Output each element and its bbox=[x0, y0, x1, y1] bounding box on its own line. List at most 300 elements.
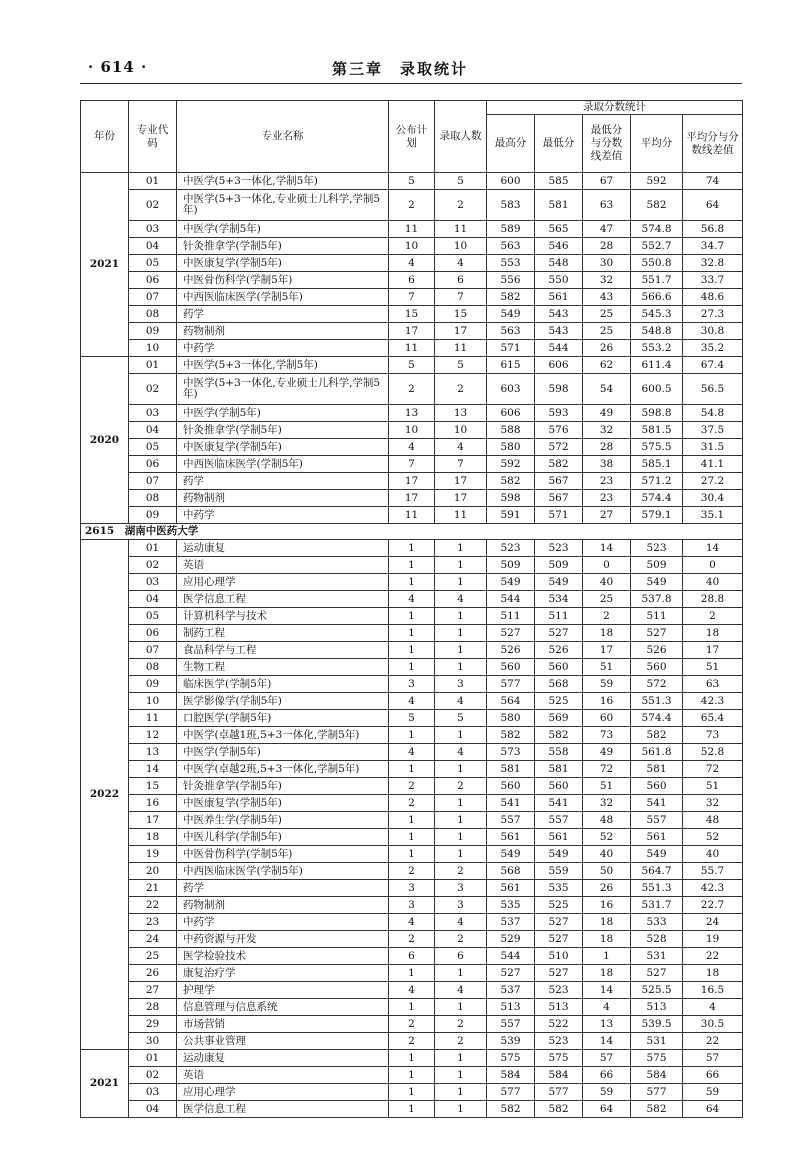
diff-avg-cell: 31.5 bbox=[683, 439, 743, 456]
table-row bbox=[81, 982, 743, 999]
admitted-cell: 1 bbox=[435, 1084, 487, 1101]
avg-cell: 550.8 bbox=[631, 255, 683, 272]
name-cell: 医学信息工程 bbox=[177, 591, 389, 608]
table-row bbox=[81, 1033, 743, 1050]
plan-cell: 11 bbox=[389, 507, 435, 524]
min-cell: 541 bbox=[535, 795, 583, 812]
name-cell: 中医学(学制5年) bbox=[177, 744, 389, 761]
table-row bbox=[81, 897, 743, 914]
diff-min-cell: 17 bbox=[583, 642, 631, 659]
diff-avg-cell: 2 bbox=[683, 608, 743, 625]
min-cell: 525 bbox=[535, 897, 583, 914]
plan-cell: 17 bbox=[389, 473, 435, 490]
plan-cell: 13 bbox=[389, 405, 435, 422]
table-row bbox=[81, 190, 743, 221]
header-rule bbox=[80, 83, 742, 84]
name-cell: 药学 bbox=[177, 306, 389, 323]
admitted-cell: 1 bbox=[435, 625, 487, 642]
avg-cell: 560 bbox=[631, 778, 683, 795]
table-row bbox=[81, 456, 743, 473]
plan-cell: 4 bbox=[389, 439, 435, 456]
code-cell: 07 bbox=[129, 473, 177, 490]
max-cell: 560 bbox=[487, 778, 535, 795]
admitted-cell: 15 bbox=[435, 306, 487, 323]
diff-avg-cell: 52 bbox=[683, 829, 743, 846]
diff-min-cell: 14 bbox=[583, 1033, 631, 1050]
diff-avg-cell: 27.2 bbox=[683, 473, 743, 490]
code-cell: 04 bbox=[129, 1101, 177, 1118]
avg-cell: 560 bbox=[631, 659, 683, 676]
max-cell: 561 bbox=[487, 880, 535, 897]
code-cell: 28 bbox=[129, 999, 177, 1016]
diff-avg-cell: 30.5 bbox=[683, 1016, 743, 1033]
min-cell: 575 bbox=[535, 1050, 583, 1067]
code-cell: 13 bbox=[129, 744, 177, 761]
diff-avg-cell: 42.3 bbox=[683, 693, 743, 710]
code-cell: 04 bbox=[129, 422, 177, 439]
max-cell: 583 bbox=[487, 190, 535, 221]
max-cell: 557 bbox=[487, 812, 535, 829]
avg-cell: 539.5 bbox=[631, 1016, 683, 1033]
diff-min-cell: 23 bbox=[583, 473, 631, 490]
min-cell: 568 bbox=[535, 676, 583, 693]
name-cell: 中医养生学(学制5年) bbox=[177, 812, 389, 829]
diff-avg-cell: 40 bbox=[683, 846, 743, 863]
max-cell: 568 bbox=[487, 863, 535, 880]
admitted-cell: 4 bbox=[435, 255, 487, 272]
max-cell: 527 bbox=[487, 965, 535, 982]
code-cell: 29 bbox=[129, 1016, 177, 1033]
min-cell: 585 bbox=[535, 173, 583, 190]
table-row bbox=[81, 744, 743, 761]
admitted-cell: 1 bbox=[435, 829, 487, 846]
table-body bbox=[81, 173, 743, 1118]
header-diff-min: 最低分与分数线差值 bbox=[583, 115, 631, 173]
admitted-cell: 2 bbox=[435, 1033, 487, 1050]
avg-cell: 511 bbox=[631, 608, 683, 625]
plan-cell: 2 bbox=[389, 190, 435, 221]
admitted-cell: 4 bbox=[435, 591, 487, 608]
table-row bbox=[81, 574, 743, 591]
diff-min-cell: 26 bbox=[583, 340, 631, 357]
name-cell: 公共事业管理 bbox=[177, 1033, 389, 1050]
diff-avg-cell: 27.3 bbox=[683, 306, 743, 323]
avg-cell: 549 bbox=[631, 846, 683, 863]
admitted-cell: 11 bbox=[435, 340, 487, 357]
max-cell: 544 bbox=[487, 591, 535, 608]
diff-min-cell: 51 bbox=[583, 659, 631, 676]
diff-min-cell: 57 bbox=[583, 1050, 631, 1067]
table-row bbox=[81, 676, 743, 693]
admitted-cell: 10 bbox=[435, 422, 487, 439]
avg-cell: 592 bbox=[631, 173, 683, 190]
code-cell: 05 bbox=[129, 608, 177, 625]
table-row bbox=[81, 659, 743, 676]
table-row bbox=[81, 357, 743, 374]
table-row bbox=[81, 272, 743, 289]
plan-cell: 6 bbox=[389, 948, 435, 965]
max-cell: 549 bbox=[487, 846, 535, 863]
avg-cell: 551.3 bbox=[631, 880, 683, 897]
name-cell: 中医学(学制5年) bbox=[177, 405, 389, 422]
avg-cell: 537.8 bbox=[631, 591, 683, 608]
max-cell: 523 bbox=[487, 540, 535, 557]
min-cell: 548 bbox=[535, 255, 583, 272]
avg-cell: 584 bbox=[631, 1067, 683, 1084]
min-cell: 567 bbox=[535, 490, 583, 507]
avg-cell: 574.4 bbox=[631, 490, 683, 507]
name-cell: 市场营销 bbox=[177, 1016, 389, 1033]
name-cell: 中西医临床医学(学制5年) bbox=[177, 863, 389, 880]
diff-avg-cell: 48 bbox=[683, 812, 743, 829]
admitted-cell: 4 bbox=[435, 744, 487, 761]
max-cell: 509 bbox=[487, 557, 535, 574]
min-cell: 559 bbox=[535, 863, 583, 880]
min-cell: 571 bbox=[535, 507, 583, 524]
table-row bbox=[81, 507, 743, 524]
diff-avg-cell: 54.8 bbox=[683, 405, 743, 422]
diff-min-cell: 49 bbox=[583, 405, 631, 422]
diff-avg-cell: 55.7 bbox=[683, 863, 743, 880]
max-cell: 557 bbox=[487, 1016, 535, 1033]
name-cell: 药学 bbox=[177, 880, 389, 897]
avg-cell: 545.3 bbox=[631, 306, 683, 323]
avg-cell: 549 bbox=[631, 574, 683, 591]
diff-avg-cell: 42.3 bbox=[683, 880, 743, 897]
diff-avg-cell: 19 bbox=[683, 931, 743, 948]
min-cell: 522 bbox=[535, 1016, 583, 1033]
avg-cell: 525.5 bbox=[631, 982, 683, 999]
admitted-cell: 2 bbox=[435, 863, 487, 880]
table-row bbox=[81, 323, 743, 340]
diff-min-cell: 32 bbox=[583, 795, 631, 812]
code-cell: 02 bbox=[129, 1067, 177, 1084]
plan-cell: 10 bbox=[389, 422, 435, 439]
name-cell: 英语 bbox=[177, 1067, 389, 1084]
chapter-title: 第三章 录取统计 bbox=[331, 60, 468, 78]
name-cell: 医学信息工程 bbox=[177, 1101, 389, 1118]
table-row bbox=[81, 439, 743, 456]
code-cell: 06 bbox=[129, 456, 177, 473]
table-row bbox=[81, 642, 743, 659]
diff-avg-cell: 64 bbox=[683, 190, 743, 221]
avg-cell: 600.5 bbox=[631, 374, 683, 405]
diff-min-cell: 18 bbox=[583, 914, 631, 931]
code-cell: 04 bbox=[129, 591, 177, 608]
name-cell: 英语 bbox=[177, 557, 389, 574]
name-cell: 中医学(5+3一体化,学制5年) bbox=[177, 357, 389, 374]
name-cell: 口腔医学(学制5年) bbox=[177, 710, 389, 727]
plan-cell: 1 bbox=[389, 1084, 435, 1101]
diff-min-cell: 66 bbox=[583, 1067, 631, 1084]
avg-cell: 582 bbox=[631, 190, 683, 221]
max-cell: 598 bbox=[487, 490, 535, 507]
header-diff-avg: 平均分与分数线差值 bbox=[683, 115, 743, 173]
code-cell: 26 bbox=[129, 965, 177, 982]
diff-min-cell: 4 bbox=[583, 999, 631, 1016]
diff-min-cell: 28 bbox=[583, 238, 631, 255]
avg-cell: 551.3 bbox=[631, 693, 683, 710]
diff-avg-cell: 67.4 bbox=[683, 357, 743, 374]
admitted-cell: 2 bbox=[435, 778, 487, 795]
diff-avg-cell: 41.1 bbox=[683, 456, 743, 473]
avg-cell: 548.8 bbox=[631, 323, 683, 340]
code-cell: 06 bbox=[129, 625, 177, 642]
plan-cell: 11 bbox=[389, 221, 435, 238]
avg-cell: 574.8 bbox=[631, 221, 683, 238]
avg-cell: 531 bbox=[631, 1033, 683, 1050]
avg-cell: 528 bbox=[631, 931, 683, 948]
admitted-cell: 4 bbox=[435, 914, 487, 931]
section-row bbox=[81, 524, 743, 540]
max-cell: 553 bbox=[487, 255, 535, 272]
table-row bbox=[81, 255, 743, 272]
admitted-cell: 6 bbox=[435, 948, 487, 965]
admitted-cell: 6 bbox=[435, 272, 487, 289]
table-row bbox=[81, 880, 743, 897]
max-cell: 527 bbox=[487, 625, 535, 642]
plan-cell: 5 bbox=[389, 357, 435, 374]
plan-cell: 1 bbox=[389, 846, 435, 863]
min-cell: 527 bbox=[535, 625, 583, 642]
plan-cell: 1 bbox=[389, 812, 435, 829]
code-cell: 07 bbox=[129, 289, 177, 306]
plan-cell: 1 bbox=[389, 727, 435, 744]
avg-cell: 581 bbox=[631, 761, 683, 778]
diff-avg-cell: 40 bbox=[683, 574, 743, 591]
plan-cell: 1 bbox=[389, 965, 435, 982]
max-cell: 584 bbox=[487, 1067, 535, 1084]
code-cell: 08 bbox=[129, 490, 177, 507]
min-cell: 576 bbox=[535, 422, 583, 439]
year-cell: 2022 bbox=[81, 540, 129, 1050]
name-cell: 中医学(5+3一体化,专业硕士儿科学,学制5年) bbox=[177, 190, 389, 221]
name-cell: 应用心理学 bbox=[177, 1084, 389, 1101]
plan-cell: 1 bbox=[389, 574, 435, 591]
name-cell: 中药学 bbox=[177, 340, 389, 357]
admitted-cell: 2 bbox=[435, 190, 487, 221]
min-cell: 546 bbox=[535, 238, 583, 255]
max-cell: 588 bbox=[487, 422, 535, 439]
name-cell: 生物工程 bbox=[177, 659, 389, 676]
header-max: 最高分 bbox=[487, 115, 535, 173]
header-admitted: 录取人数 bbox=[435, 101, 487, 173]
plan-cell: 15 bbox=[389, 306, 435, 323]
diff-avg-cell: 30.4 bbox=[683, 490, 743, 507]
max-cell: 573 bbox=[487, 744, 535, 761]
code-cell: 24 bbox=[129, 931, 177, 948]
table-row bbox=[81, 1067, 743, 1084]
admitted-cell: 1 bbox=[435, 1050, 487, 1067]
min-cell: 561 bbox=[535, 289, 583, 306]
table-row bbox=[81, 710, 743, 727]
table-row bbox=[81, 727, 743, 744]
table-row bbox=[81, 761, 743, 778]
diff-avg-cell: 48.6 bbox=[683, 289, 743, 306]
diff-min-cell: 43 bbox=[583, 289, 631, 306]
admitted-cell: 5 bbox=[435, 710, 487, 727]
code-cell: 15 bbox=[129, 778, 177, 795]
diff-min-cell: 25 bbox=[583, 306, 631, 323]
avg-cell: 564.7 bbox=[631, 863, 683, 880]
min-cell: 593 bbox=[535, 405, 583, 422]
max-cell: 513 bbox=[487, 999, 535, 1016]
table-row bbox=[81, 490, 743, 507]
page-number: · 614 · bbox=[88, 58, 148, 76]
table-row bbox=[81, 1016, 743, 1033]
code-cell: 23 bbox=[129, 914, 177, 931]
code-cell: 12 bbox=[129, 727, 177, 744]
table-row bbox=[81, 863, 743, 880]
code-cell: 11 bbox=[129, 710, 177, 727]
max-cell: 592 bbox=[487, 456, 535, 473]
min-cell: 582 bbox=[535, 727, 583, 744]
diff-min-cell: 63 bbox=[583, 190, 631, 221]
avg-cell: 598.8 bbox=[631, 405, 683, 422]
min-cell: 543 bbox=[535, 323, 583, 340]
diff-avg-cell: 18 bbox=[683, 965, 743, 982]
name-cell: 康复治疗学 bbox=[177, 965, 389, 982]
min-cell: 577 bbox=[535, 1084, 583, 1101]
table-row bbox=[81, 473, 743, 490]
plan-cell: 7 bbox=[389, 289, 435, 306]
min-cell: 523 bbox=[535, 1033, 583, 1050]
admitted-cell: 2 bbox=[435, 1016, 487, 1033]
max-cell: 589 bbox=[487, 221, 535, 238]
max-cell: 582 bbox=[487, 473, 535, 490]
code-cell: 01 bbox=[129, 1050, 177, 1067]
code-cell: 25 bbox=[129, 948, 177, 965]
name-cell: 中医骨伤科学(学制5年) bbox=[177, 272, 389, 289]
table-row bbox=[81, 965, 743, 982]
code-cell: 09 bbox=[129, 323, 177, 340]
avg-cell: 561.8 bbox=[631, 744, 683, 761]
min-cell: 557 bbox=[535, 812, 583, 829]
min-cell: 527 bbox=[535, 965, 583, 982]
diff-avg-cell: 4 bbox=[683, 999, 743, 1016]
table-row bbox=[81, 1101, 743, 1118]
code-cell: 02 bbox=[129, 190, 177, 221]
plan-cell: 3 bbox=[389, 897, 435, 914]
name-cell: 中医学(5+3一体化,专业硕士儿科学,学制5年) bbox=[177, 374, 389, 405]
plan-cell: 2 bbox=[389, 1033, 435, 1050]
avg-cell: 571.2 bbox=[631, 473, 683, 490]
code-cell: 19 bbox=[129, 846, 177, 863]
table-row bbox=[81, 846, 743, 863]
avg-cell: 553.2 bbox=[631, 340, 683, 357]
diff-avg-cell: 66 bbox=[683, 1067, 743, 1084]
admitted-cell: 4 bbox=[435, 439, 487, 456]
max-cell: 537 bbox=[487, 914, 535, 931]
table-row bbox=[81, 608, 743, 625]
diff-min-cell: 28 bbox=[583, 439, 631, 456]
admitted-cell: 11 bbox=[435, 221, 487, 238]
name-cell: 药学 bbox=[177, 473, 389, 490]
max-cell: 580 bbox=[487, 710, 535, 727]
diff-min-cell: 54 bbox=[583, 374, 631, 405]
name-cell: 中医康复学(学制5年) bbox=[177, 439, 389, 456]
min-cell: 598 bbox=[535, 374, 583, 405]
plan-cell: 1 bbox=[389, 999, 435, 1016]
max-cell: 537 bbox=[487, 982, 535, 999]
name-cell: 中医儿科学(学制5年) bbox=[177, 829, 389, 846]
plan-cell: 1 bbox=[389, 1101, 435, 1118]
code-cell: 01 bbox=[129, 173, 177, 190]
min-cell: 549 bbox=[535, 574, 583, 591]
admission-stats-table bbox=[80, 100, 743, 1118]
diff-min-cell: 14 bbox=[583, 540, 631, 557]
max-cell: 539 bbox=[487, 1033, 535, 1050]
admitted-cell: 3 bbox=[435, 880, 487, 897]
avg-cell: 551.7 bbox=[631, 272, 683, 289]
table-row bbox=[81, 693, 743, 710]
admitted-cell: 3 bbox=[435, 676, 487, 693]
diff-min-cell: 2 bbox=[583, 608, 631, 625]
max-cell: 591 bbox=[487, 507, 535, 524]
year-cell: 2021 bbox=[81, 173, 129, 357]
table-row bbox=[81, 306, 743, 323]
min-cell: 527 bbox=[535, 931, 583, 948]
plan-cell: 5 bbox=[389, 173, 435, 190]
name-cell: 计算机科学与技术 bbox=[177, 608, 389, 625]
plan-cell: 3 bbox=[389, 676, 435, 693]
min-cell: 534 bbox=[535, 591, 583, 608]
name-cell: 应用心理学 bbox=[177, 574, 389, 591]
admitted-cell: 1 bbox=[435, 608, 487, 625]
table-row bbox=[81, 948, 743, 965]
min-cell: 509 bbox=[535, 557, 583, 574]
admitted-cell: 10 bbox=[435, 238, 487, 255]
year-cell: 2021 bbox=[81, 1050, 129, 1118]
admitted-cell: 3 bbox=[435, 897, 487, 914]
code-cell: 09 bbox=[129, 507, 177, 524]
diff-min-cell: 18 bbox=[583, 965, 631, 982]
plan-cell: 10 bbox=[389, 238, 435, 255]
diff-min-cell: 40 bbox=[583, 846, 631, 863]
plan-cell: 17 bbox=[389, 323, 435, 340]
table-row bbox=[81, 289, 743, 306]
diff-min-cell: 16 bbox=[583, 693, 631, 710]
table-row bbox=[81, 557, 743, 574]
diff-min-cell: 13 bbox=[583, 1016, 631, 1033]
max-cell: 582 bbox=[487, 727, 535, 744]
admitted-cell: 1 bbox=[435, 574, 487, 591]
name-cell: 食品科学与工程 bbox=[177, 642, 389, 659]
avg-cell: 577 bbox=[631, 1084, 683, 1101]
name-cell: 临床医学(学制5年) bbox=[177, 676, 389, 693]
plan-cell: 2 bbox=[389, 795, 435, 812]
diff-min-cell: 59 bbox=[583, 676, 631, 693]
diff-avg-cell: 56.5 bbox=[683, 374, 743, 405]
diff-min-cell: 64 bbox=[583, 1101, 631, 1118]
diff-min-cell: 25 bbox=[583, 323, 631, 340]
admitted-cell: 7 bbox=[435, 456, 487, 473]
code-cell: 10 bbox=[129, 693, 177, 710]
min-cell: 606 bbox=[535, 357, 583, 374]
header-name: 专业名称 bbox=[177, 101, 389, 173]
code-cell: 10 bbox=[129, 340, 177, 357]
diff-avg-cell: 74 bbox=[683, 173, 743, 190]
max-cell: 556 bbox=[487, 272, 535, 289]
max-cell: 582 bbox=[487, 1101, 535, 1118]
table-row bbox=[81, 914, 743, 931]
max-cell: 581 bbox=[487, 761, 535, 778]
plan-cell: 7 bbox=[389, 456, 435, 473]
code-cell: 03 bbox=[129, 405, 177, 422]
code-cell: 03 bbox=[129, 221, 177, 238]
max-cell: 564 bbox=[487, 693, 535, 710]
name-cell: 药物制剂 bbox=[177, 490, 389, 507]
